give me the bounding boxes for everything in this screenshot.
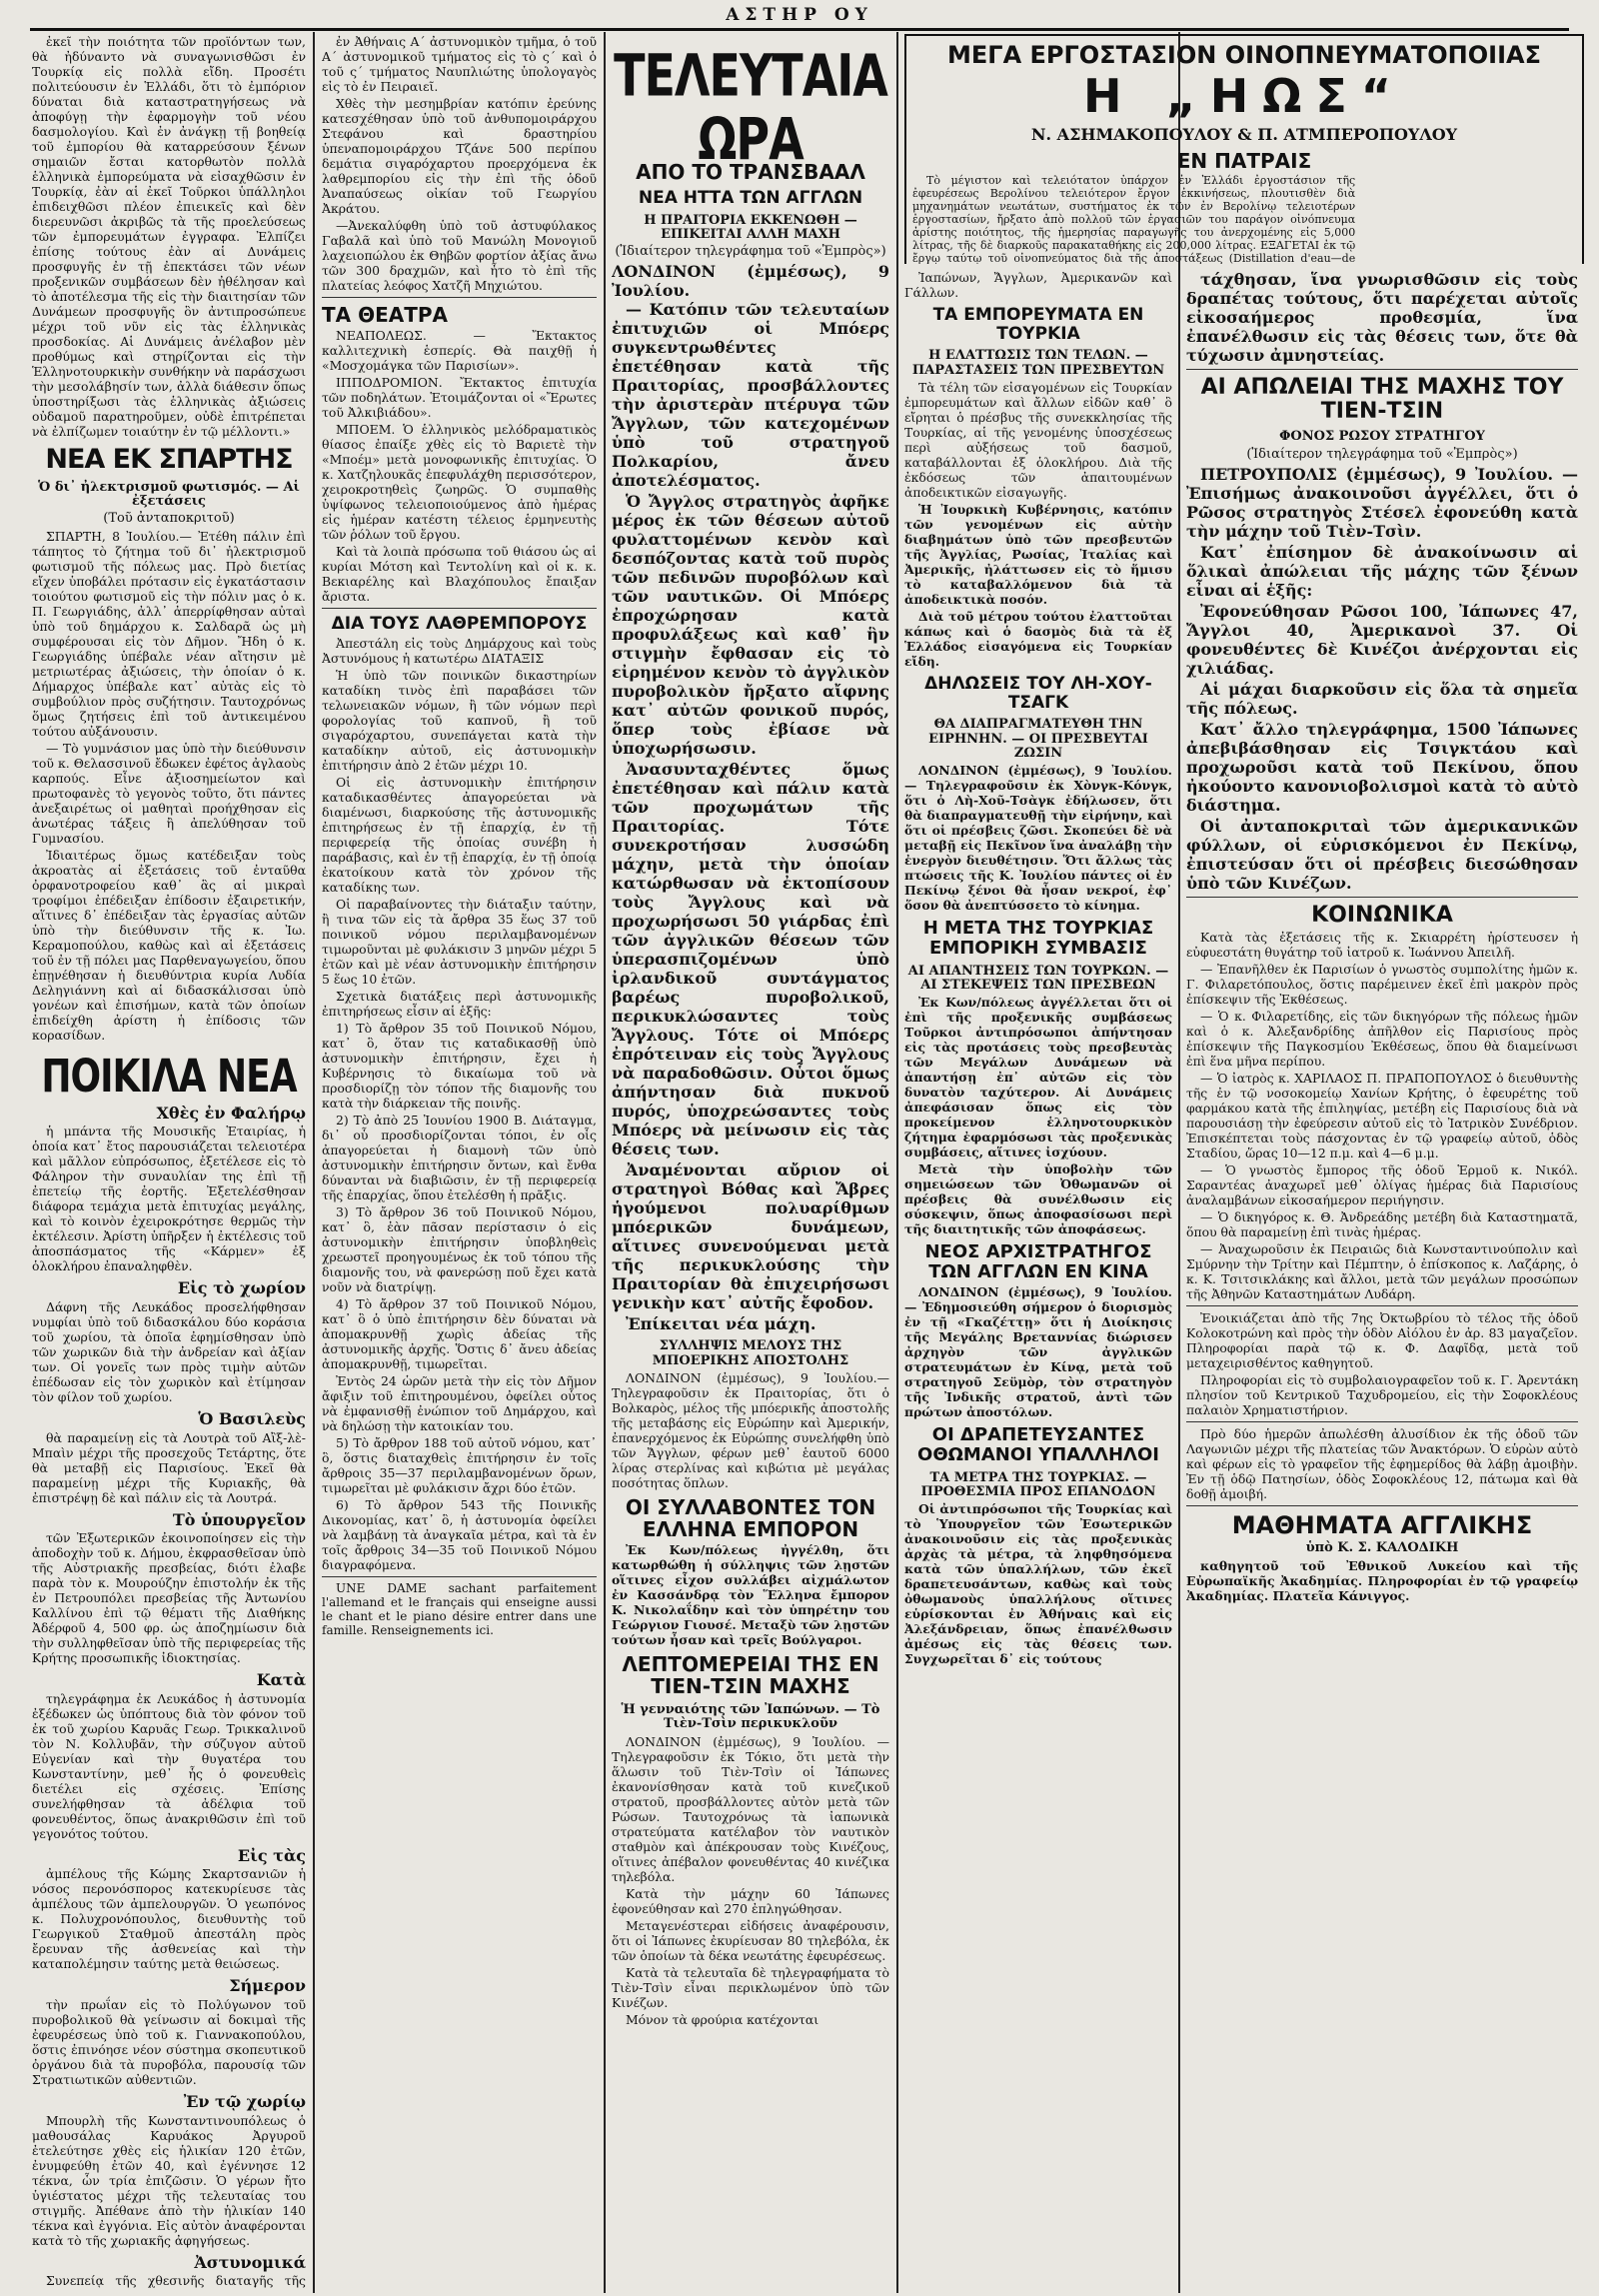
article-text: τάχθησαν, ἵνα γνωρισθῶσιν εἰς τοὺς δραπέτας τούτους, ὅτι παρέχεται αὐτοῖς εἰκοσαήμερος προθεσμία, ἵνα ἐπανέλθωσιν εἰς τὰς θέσεις των, ὅτε θὰ τύχωσιν ἀμνηστείας.: [1186, 270, 1578, 365]
headline-teleutaia-ora: ΤΕΛΕΥΤΑΙΑ ΩΡΑ: [614, 41, 887, 173]
article-text: — Ὁ δικηγόρος κ. Θ. Ἀνδρεάδης μετέβη διὰ Καταστηματᾶ, ὅπου θὰ παραμείνῃ ἐπὶ τινὰς ἡμέρας.: [1186, 1208, 1578, 1239]
article-text: ΛΟΝΔΙΝΟΝ (ἐμμέσως), 9 Ἰουλίου. — Τηλεγραφοῦσιν ἐκ Τόκιο, ὅτι μετὰ τὴν ἅλωσιν τοῦ Τιὲν-Τσὶν οἱ Ἰάπωνες ἐκανονίσθησαν κατὰ τοῦ κινεζικοῦ στρατοῦ, προσβάλλοντες αὐτὸν μετὰ τῶν Ρώσων. Ταυτοχρόνως τὰ ἰαπωνικὰ στρατεύματα κατέλαβον τὸν ναυτικὸν σταθμὸν καὶ ἀπέκρουσαν τοὺς Κινέζους, οἵτινες ἀπέβαλον φονευθέντας 40 κινέζικα τηλεβόλα.: [612, 1733, 889, 1884]
divider: [322, 1576, 597, 1577]
article-text: Κατ᾽ ἄλλο τηλεγράφημα, 1500 Ἰάπωνες ἀπεβιβάσθησαν εἰς Τσιγκτάου καὶ προχωροῦσι κατὰ τοῦ Πεκίνου, ὅπου ἠκούοντο κανονιοβολισμοὶ κατὰ τὸ αὐτὸ διάστημα.: [1186, 719, 1578, 815]
article-text: ΛΟΝΔΙΝΟΝ (ἐμμέσως), 9 Ἰουλίου. — Τηλεγραφοῦσιν ἐκ Χὸνγκ-Κόνγκ, ὅτι ὁ Λὴ-Χοῦ-Τσὰγκ ἐδήλωσεν, ὅτι θὰ διαπραγματευθῇ τὴν εἰρήνην, καὶ ὅτι οἱ πρέσβεις ζῶσι. Σκοπεύει δὲ νὰ μεταβῇ εἰς Πεκῖνον ἵνα ἀναλάβῃ τὴν ἐνεργὸν διευθέτησιν. Ὅτι ἄλλως τὰς πτώσεις τῆς Κ. Ἰουλίου πάντες οἱ ἐν Πεκίνῳ ξένοι θὰ ἦσαν νεκροί, ἐφ᾽ ὅσον θὰ ἀνεπτύσσετο τὸ κίνημα.: [904, 763, 1172, 914]
subheadline: ΘΑ ΔΙΑΠΡΑΓΜΑΤΕΥΘΗ ΤΗΝ ΕΙΡΗΝΗΝ. — ΟΙ ΠΡΕΣΒΕΥΤΑΙ ΖΩΣΙΝ: [928, 717, 1148, 761]
article-text: —Ἀνεκαλύφθη ὑπὸ τοῦ ἀστυφύλακος Γαβαλᾶ καὶ ὑπὸ τοῦ Μανώλη Μονογιοῦ λαχειοπώλου ἐκ Θηβῶν φορτίον ἀξίας ἄνω τῶν 300 δραχμῶν, καὶ ἦτο τὸ ἐπὶ τῆς πλατείας λεόφος Χατζῆ Μηχιώτου.: [322, 218, 597, 293]
article-text: Σχετικὰ διατάξεις περὶ ἀστυνομικῆς ἐπιτηρήσεως εἶσιν αἱ ἑξῆς:: [322, 988, 597, 1019]
column-divider: [604, 32, 606, 2293]
news-item-heading: Εἰς τὰς: [237, 1845, 306, 1865]
ad-box: [904, 34, 1584, 264]
ad-body: Τὸ μέγιστον καὶ τελειότατον ὑπάρχον ἐν Ἑλλάδι ἐργοστάσιον τῆς ἐφευρέσεως Βερολίνου τελειότερον ἔργον ἐκκινήσεως, πλουτισθὲν διὰ μηχανημάτων νεωτάτων, συστήματος ἐκ τῶν ἐν Βερολίνῳ τελειοτέρων ἐργοστασίων, ἤρξατο ἀπὸ πολλοῦ τῶν ἐργασιῶν του παράγον οἰνόπνευμα ἀρίστης ποιότητος, τῆς ἡμερησίας παραγωγῆς του ἀνερχομένης εἰς 5,000 λίτρας, τῆς δὲ διαρκοῦς παρακαταθήκης εἰς 200,000 λίτρας. ΕΞΑΓΕΤΑΙ ἐκ τῷ ἔργῳ ταύτῳ τοῦ οἰνοπνεύματος διὰ τῆς ἀποστάξεως (Distillation d'eau—de: [912, 173, 1356, 264]
article-text: 5) Τὸ ἄρθρον 188 τοῦ αὐτοῦ νόμου, κατ᾽ ὃ, ὅστις διαταχθεὶς ἐπιτήρησιν ἐν τοῖς ἄρθροις 35—37 περιλαμβανομένων ὅρων, τιμωρεῖται μὲ φυλάκισιν ἄχρι δύο ἐτῶν.: [322, 1434, 597, 1495]
article-text: — Τὸ γυμνάσιον μας ὑπὸ τὴν διεύθυνσιν τοῦ κ. Θελασσινοῦ ἔδωκεν ἐφέτος ἀγλαοὺς καρπούς. Εἶνε ἀξιοσημείωτον καὶ πρωτοφανὲς τὸ γεγονὸς τοῦτο, ὅτι πάντες ἀνεξαιρέτως οἱ μαθηταὶ προήχθησαν εἰς ἀνωτέρας τάξεις ἢ ἀπελύθησαν τοῦ Γυμνασίου.: [32, 741, 306, 847]
column-4: [904, 270, 1172, 2289]
article-text: ΜΠΟΕΜ. Ὁ ἑλληνικὸς μελόδραματικὸς θίασος ἐπαίξε χθὲς εἰς τὸ Βαριετὲ τὴν «Μποέμ» μετὰ μονοφωνικῆς ἐπιτυχίας. Ὁ κ. Χατζηλουκᾶς ἐπεφυλάχθη περισσότερον, χειροκροτηθεὶς ζωηρῶς. Ὁ συμπαθὴς ὑψίφωνος τελειοποιούμενος ἀπὸ ἡμέρας εἰς ἡμέραν κατέστη τέλειος ἑρμηνευτὴς τῶν ῥόλων τοῦ ἔργου.: [322, 422, 597, 542]
divider: [322, 297, 597, 298]
article-text: — Κατόπιν τῶν τελευταίων ἐπιτυχιῶν οἱ Μπόερς συγκεντρωθέντες ἐπετέθησαν κατὰ τῆς Πραιτορίας, προσβάλλοντες τὴν ἀριστερὰν πτέρυγα τῶν Ἄγγλων, τῶν κατεχομένων ὑπὸ τοῦ στρατηγοῦ Πολκαρίου, ἄνευ ἀποτελέσματος.: [612, 300, 889, 491]
divider: [1186, 1305, 1578, 1306]
column-divider: [313, 32, 315, 2293]
news-item-heading: Ἀστυνομικά: [194, 2252, 306, 2272]
article-text: 1) Τὸ ἄρθρον 35 τοῦ Ποινικοῦ Νόμου, κατ᾽ ὃ, ὅταν τις καταδικασθῇ ὑπὸ ἀστυνομικὴν ἐπιτήρησιν, ἔχει ἡ Κυβέρνησις τὸ δικαίωμα τοῦ νὰ προσδιορίζῃ τὸν τόπον τῆς διαμονῆς του κατὰ τὴν διάρκειαν τῆς ποινῆς.: [322, 1020, 597, 1111]
subheadline: ΦΟΝΟΣ ΡΩΣΟΥ ΣΤΡΑΤΗΓΟΥ: [1279, 429, 1485, 445]
article-text: Αἱ μάχαι διαρκοῦσιν εἰς ὅλα τὰ σημεῖα τῆς πόλεως.: [1186, 679, 1578, 718]
subheadline: Ὁ δι᾽ ἠλεκτρισμοῦ φωτισμός. — Αἱ ἐξετάσεις: [38, 479, 300, 509]
subheadline-iaponon: Ἡ γενναιότης τῶν Ἰαπώνων. — Τὸ Τιὲν-Τσὶν περικυκλοῦν: [621, 1702, 880, 1732]
article-text: Κατὰ τὰ τελευταῖα δὲ τηλεγραφήματα τὸ Τιὲν-Τσὶν εἶναι περικλωμένον ὑπὸ τῶν Κινέζων.: [612, 1964, 889, 2010]
headline-archistratigos: ΝΕΟΣ ΑΡΧΙΣΤΡΑΤΗΓΟΣ ΤΩΝ ΑΓΓΛΩΝ ΕΝ ΚΙΝΑ: [924, 1241, 1152, 1283]
news-item-heading: Σήμερον: [229, 1976, 306, 1996]
news-item-heading: Εἰς τὸ χωρίον: [177, 1278, 306, 1298]
article-text: ΣΠΑΡΤΗ, 8 Ἰουλίου.— Ἐτέθη πάλιν ἐπὶ τάπητος τὸ ζήτημα τοῦ δι᾽ ἠλεκτρισμοῦ φωτισμοῦ τῆς πόλεως μας. Πρὸ διετίας εἴχεν ὑποβάλει πρότασιν εἰς ἐγκατάστασιν τοιούτου φωτισμοῦ εἰς τὴν πόλιν μας ὁ κ. Π. Γεωργιάδης, ἀλλ᾽ ἀπερρίφθησαν αὐταὶ ὑπὸ τοῦ δημάρχου κ. Σαλδαρᾶ ὡς μὴ συμφέρουσαι εἰς τὸν Δῆμον. Ἤδη ὁ κ. Γεωργιάδης ὑπέβαλε νέαν αἴτησιν μὲ μετριωτέρας ἀξιώσεις, τὴν ὁποίαν ὁ κ. Δήμαρχος ὑπέβαλε κατ᾽ αὐτὰς εἰς τὸ συμβούλιον πρὸς συζήτησιν. Ταυτοχρόνως ὅμως ζητήσεις ἐπὶ τοῦ ἀντικειμένου τούτου αὐξάνουσιν.: [32, 529, 306, 740]
divider: [1186, 897, 1578, 898]
article-text: Ἀναμένονται αὔριον οἱ στρατηγοὶ Βόθας καὶ Ἄβρες ἡγούμενοι πολυαρίθμων μπόερικῶν δυνάμεων, αἵτινες συνενούμεναι μετὰ τῆς περικυκλούσης τὴν Πραιτορίαν θὰ ἐπιχειρήσωσι γενικὴν κατ᾽ αὐτῆς ἔφοδον.: [612, 1160, 889, 1313]
divider: [1186, 1421, 1578, 1422]
news-item-text: Δάφνη τῆς Λευκάδος προσελήφθησαν νυμφίαι ὑπὸ τοῦ διδασκάλου δύο κοράσια τοῦ χωρίου, τὰ ὁποῖα ἐφημίσθησαν ὑπὸ τῶν χωρικῶν διὰ τὴν ἀνδρείαν καὶ ἀξίαν των. Οἱ γονεῖς των πρὸς τιμὴν αὐτῶν ἐπέδωσαν εἰς τὸν χωρικὸν καὶ ἐτίμησαν τὸν φίλον τοῦ χωρίου.: [32, 1299, 306, 1405]
classified-ad: Πρὸ δύο ἡμερῶν ἀπωλέσθη ἀλυσίδιον ἐκ τῆς ὁδοῦ τῶν Λαγωνιῶν μέχρι τῆς πλατείας τῶν Ἀνακτόρων. Ὁ εὑρὼν αὐτὸ καὶ φέρων εἰς τὸ γραφεῖον τῆς ἐφημερίδος θὰ λάβῃ ἀμοιβὴν. Ἐν τῇ ὁδῷ Πατησίων, ὁδὸς Σοφοκλέους 12, πάτωμα καὶ θὰ δοθῇ ἀμοιβή.: [1186, 1425, 1578, 1501]
article-text: Οἱ ἀνταποκριταὶ τῶν ἀμερικανικῶν φύλλων, οἱ εὑρισκόμενοι ἐν Πεκίνῳ, ἐπιστεύσαν ὅτι οἱ πρέσβεις διεσώθησαν ὑπὸ τῶν Κινέζων.: [1186, 816, 1578, 893]
article-text: Μόνον τὰ φρούρια κατέχονται: [626, 2011, 819, 2027]
headline-theatra: ΤΑ ΘΕΑΤΡΑ: [322, 303, 449, 327]
article-text: 3) Τὸ ἄρθρον 36 τοῦ Ποινικοῦ Νόμου, κατ᾽ ὃ, ἐὰν πᾶσαν περίστασιν ὁ εἰς ἀστυνομικὴν ἐπιτήρησιν ὑποβληθεὶς χρεωστεῖ προηγουμένως ἐκ τοῦ τόπου τῆς διαμονῆς του, νὰ φανερώσῃ ποῦ ἔχει κατὰ νοῦν νὰ διατρίψῃ.: [322, 1203, 597, 1294]
article-text: Ἐπίκειται νέα μάχη.: [626, 1314, 816, 1334]
cable-credit: (Ἰδιαίτερον τηλεγράφημα τοῦ «Ἐμπρὸς»): [615, 244, 886, 260]
classified-ad: Ἐνοικιάζεται ἀπὸ τῆς 7ης Ὀκτωβρίου τὸ τέλος τῆς ὁδοῦ Κολοκοτρώνη καὶ πρὸς τὴν ὁδὸν Αἰόλου ἐν ἀρ. 83 μαγαζεῖον. Πληροφορίαι παρὰ τῷ κ. Φ. Δαφῖδᾳ, μετὰ τοῦ μεταχειρισθέντος καθηγητοῦ.: [1186, 1309, 1578, 1370]
article-text: Ἡ ὑπὸ τῶν ποινικῶν δικαστηρίων καταδίκη τινὸς ἐπὶ παραβάσει τῶν τελωνειακῶν νόμων, ἢ τῶν νόμων περὶ φορολογίας τοῦ καπνοῦ, ἢ τοῦ σιγαρόχαρτου, συνεπάγεται κατὰ τὴν καταδίκην αὐτοῦ, εἰς ἀστυνομικὴν ἐπιτήρησιν ἀπὸ 2 ἐτῶν μέχρι 10.: [322, 667, 597, 773]
classified-ad: Πληροφορίαι εἰς τὸ συμβολαιογραφεῖον τοῦ κ. Γ. Ἀρεντάκη πλησίον τοῦ Κεντρικοῦ Ταχυδρομείου, εἰς τὴν Σοφοκλέους παλαιὸν Χρηματιστήριον.: [1186, 1371, 1578, 1417]
column-divider: [1178, 32, 1180, 2293]
ad-author: ὑπὸ Κ. Σ. ΚΑΛΟΔΙΚΗ: [1305, 1540, 1459, 1556]
advertisement: [904, 34, 1584, 264]
headline-mathimata: ΜΑΘΗΜΑΤΑ ΑΓΓΛΙΚΗΣ: [1231, 1510, 1533, 1539]
article-text: — Ὁ γνωστὸς ἔμπορος τῆς ὁδοῦ Ἑρμοῦ κ. Νικόλ. Σαραντέας ἀναχωρεῖ μεθ᾽ ὀλίγας ἡμέρας διὰ Παρισίους ἀναλαμβάνων εἰκοσαήμερον περιήγησιν.: [1186, 1161, 1578, 1207]
article-text: ἐν Ἀθήναις Α´ ἀστυνομικὸν τμῆμα, ὁ τοῦ Α´ ἀστυνομικοῦ τμήματος εἰς τὸ ς´ καὶ ὁ τοῦ ς´ τμήματος Ναυπλιώτης ὑπολογαγὸς εἰς τὸ ἐν Πειραιεῖ.: [322, 34, 597, 94]
subheadline-transvaal: ΑΠΟ ΤΟ ΤΡΑΝΣΒΑΑΛ: [636, 160, 865, 185]
article-text: 6) Τὸ ἄρθρον 543 τῆς Ποινικῆς Δικονομίας, κατ᾽ ὃ, ἡ ἀστυνομία ὀφείλει νὰ λαμβάνῃ τὰ ἀναγκαῖα μέτρα, καὶ τὰ ἐν τοῖς ἄρθροις 34—35 τοῦ Ποινικοῦ Νόμου διαγραφόμενα.: [322, 1496, 597, 1572]
article-text: ΙΠΠΟΔΡΟΜΙΟΝ. Ἔκτακτος ἐπιτυχία τῶν ποδηλάτων. Ἑτοιμάζονται οἱ «Ἔρωτες τοῦ Ἀλκιβιάδου».: [322, 375, 597, 420]
classified-ad-french: UNE DAME sachant parfaitement l'allemand et le français qui enseigne aussi le chant et le piano désire entrer dans une famille. Renseignements ici.: [322, 1580, 597, 1637]
article-text: Τὰ τέλη τῶν εἰσαγομένων εἰς Τουρκίαν ἐμπορευμάτων καὶ ἄλλων εἰδῶν καθ᾽ ὃ εἴρηται ὁ πρέσβυς τῆς συνεκκλησίας τῆς Τουρκίας, αἱ τῆς γενομένης ὑποσχέσεως περὶ αὐξήσεως τοῦ δασμοῦ, καταβάλλονται ἐξ ὁλοκλήρου. Διὰ τῆς ἐκδόσεως τῶν ἀπαιτουμένων ἀποδεικτικῶν εἰσαγωγῆς.: [904, 379, 1172, 500]
masthead-title: ΑΣΤΗΡ ΟΥ: [726, 5, 873, 25]
news-item-text: Μπουρλὴ τῆς Κωνσταντινουπόλεως ὁ μαθουσάλας Καρυάκος Ἀργυροῦ ἐτελεύτησε χθὲς εἰς ἡλικίαν 120 ἐτῶν, ἐνυμφεύθη ἐτῶν 40, καὶ ἐγέννησε 12 τέκνα, ὧν τρία ἐπιζῶσιν. Ὁ γέρων ἤτο ὑγιέστατος μέχρι τῆς τελευταίας του στιγμῆς. Ἀπέθανε ἀπὸ τὴν ἡλικίαν 140 τέκνα καὶ ἐγγόνια. Εἰς αὐτὸν ἀναφέρονται κατὰ τὸ τῆς χωριακῆς ἀφηγήσεως.: [32, 2112, 306, 2248]
article-text: Ἐκ Κων/πόλεως ἠγγέλθη, ὅτι κατωρθώθη ἡ σύλληψις τῶν λῃστῶν οἵτινες εἶχον συλλάβει αἰχμάλωτον ἐν Κασσάνδρᾳ τὸν Ἕλληνα ἔμπορον Κ. Νικολαΐδην καὶ τὸν ὑπηρέτην του Γεώργιον Γιουσέ. Μεταξὺ τῶν λῃστῶν τούτων ἦσαν καὶ τρεῖς Βούλγαροι.: [612, 1542, 889, 1648]
article-text: Οἱ ἀντιπρόσωποι τῆς Τουρκίας καὶ τὸ Ὑπουργεῖον τῶν Ἐσωτερικῶν ἀνακοινοῦσιν εἰς τὰς προξενικὰς ἀρχὰς τὰ μέτρα, τὰ ληφθησόμενα κατὰ τῶν ὑπαλλήλων, τῶν ἐκεῖ δραπετευσάντων, καθὼς καὶ τοὺς ὀθωμανοὺς ὑπαλλήλους οἵτινες εὑρίσκονται ἐν Ἀθήναις καὶ εἰς Ἀλεξάνδρειαν, ὅπως ἐπανέλθωσιν ἀμέσως εἰς τὰς θέσεις των. Συγχωρεῖται δ᾽ εἰς τούτους: [904, 1501, 1172, 1667]
article-text: Ἀνασυνταχθέντες ὅμως ἐπετέθησαν καὶ πάλιν κατὰ τῶν προχωμάτων τῆς Πραιτορίας. Τότε συνεκροτήσαν λυσσώδη μάχην, μετὰ τὴν ὁποίαν κατώρθωσαν νὰ ἐκτοπίσουν τοὺς Ἄγγλους καὶ νὰ προχωρήσωσι 50 γιάρδας ἐπὶ τῶν ἀγγλικῶν θέσεων τῶν ὑπερασπιζομένων ὑπὸ ἰρλανδικοῦ συντάγματος βαρέως πυροβολικοῦ, περικυκλώσαντες τοὺς Ἄγγλους. Τότε οἱ Μπόερς ἐπρότειναν εἰς τοὺς Ἄγγλους νὰ παραδοθῶσιν. Οὗτοι ὅμως ἀπήντησαν διὰ πυκνοῦ πυρός, ὑποχρεώσαντες τοὺς Μπόερς νὰ μείνωσιν εἰς τὰς θέσεις των.: [612, 760, 889, 1159]
headline-diloseis: ΔΗΛΩΣΕΙΣ ΤΟΥ ΛΗ-ΧΟΥ-ΤΣΑΓΚ: [924, 673, 1152, 713]
article-text: 2) Τὸ ἀπὸ 25 Ἰουνίου 1900 Β. Διάταγμα, δι᾽ οὗ προσδιορίζονται τόποι, ἐν οἷς ἀπαγορεύεται ἡ διαμονὴ τῶν ὑπὸ ἀστυνομικὴν ἐπιτήρησιν ὄντων, καὶ ἔνθα δύνανται νὰ διαβιῶσιν, ἐν τῇ περιφερείᾳ τῆς ἐπαρχίας, ὅπου ἐτελέσθη ἡ πρᾶξις.: [322, 1112, 597, 1202]
article-text: Κατὰ τὴν μάχην 60 Ἰάπωνες ἐφονεύθησαν καὶ 270 ἐπληγώθησαν.: [612, 1885, 889, 1916]
subheadline: ΑΙ ΑΠΑΝΤΗΣΕΙΣ ΤΩΝ ΤΟΥΡΚΩΝ. — ΑΙ ΣΤΕΚΕΨΕΙΣ ΤΩΝ ΠΡΕΣΒΕΩΝ: [907, 963, 1169, 994]
news-item-text: ἀμπέλους τῆς Κώμης Σκαρτσανιῶν ἡ νόσος περονόσπορος κατεκυρίευσε τὰς ἀμπέλους τῶν ἀμπελουργῶν. Ὁ γεωπόνος κ. Πολυχρονόπουλος, διευθυντὴς τοῦ Γεωργικοῦ Σταθμοῦ ἀπεστάλη πρὸς ἔρευναν τῆς ἀσθενείας καὶ τὴν καταπολέμησιν ταύτης μετὰ θειώσεως.: [32, 1866, 306, 1972]
article-text: Ὁ Ἄγγλος στρατηγὸς ἀφῆκε μέρος ἐκ τῶν θέσεων αὐτοῦ φυλαττομένων κενὸν καὶ δεσπόζοντας κατὰ τοῦ πυρὸς τῶν πεδινῶν πυροβόλων καὶ τῶν ναυτικῶν. Οἱ Μπόερς ἐπροχώρησαν κατὰ προφυλάξεως καὶ καθ᾽ ἣν στιγμὴν ἔφθασαν εἰς τὸ εἰρημένον κενὸν τὸ ἀγγλικὸν πυροβολικὸν ἤρξατο αἴφνης κατ᾽ αὐτῶν φονικοῦ πυρός, ὅπερ τοὺς ἐβίασε νὰ ὑποχωρήσωσιν.: [612, 492, 889, 759]
divider: [322, 608, 597, 609]
news-item-text: τὴν πρωΐαν εἰς τὸ Πολύγωνον τοῦ πυροβολικοῦ θὰ γείνωσιν αἱ δοκιμαὶ τῆς ἐφευρέσεως ὑπὸ τοῦ κ. Γιαννακοπούλου, ὅστις ἐπινόησε νέον σύστημα σκοπευτικοῦ ὀργάνου διὰ τὰ πυροβόλα, παρουσίᾳ τῶν Στρατιωτικῶν αὐθεντιῶν.: [32, 1997, 306, 2088]
article-text: — Ὁ ἰατρὸς κ. ΧΑΡΙΛΑΟΣ Π. ΠΡΑΠΟΠΟΥΛΟΣ ὁ διευθυντὴς τῆς ἐν τῷ νοσοκομείῳ Χανίων Κρήτης, ὁ ἐφευρέτης τοῦ φαρμάκου κατὰ τῆς ἐπιληψίας, μετέβη εἰς Παρισίους διὰ νὰ παρουσιάσῃ τὴν ἐφεύρεσιν αὐτοῦ εἰς τὸ Ἰατρικὸν Συνέδριον. Ἐπισκέπτεται τοὺς πάσχοντας ἐν τῷ γραφείῳ αὐτοῦ, ὁδὸς Σταδίου, ὥρας 10—12 π.μ. καὶ 4—6 μ.μ.: [1186, 1070, 1578, 1160]
dateline: ΛΟΝΔΙΝΟΝ (ἐμμέσως), 9 Ἰουλίου.: [612, 262, 889, 301]
article-text: Μεταγενέστεραι εἰδήσεις ἀναφέρουσιν, ὅτι οἱ Ἰάπωνες ἐκυρίευσαν 80 τηλεβόλα, ἐκ τῶν ὁποίων τὰ δέκα νεωτάτης ἐφευρέσεως.: [612, 1917, 889, 1963]
classified-ad: καθηγητοῦ τοῦ Ἐθνικοῦ Λυκείου καὶ τῆς Εὐρωπαϊκῆς Ἀκαδημίας. Πληροφορίαι ἐν τῷ γραφείῳ Ἀκαδημίας. Πλατεῖα Κάνιγγος.: [1186, 1558, 1578, 1604]
headline-symvasis: Η ΜΕΤΑ ΤΗΣ ΤΟΥΡΚΙΑΣ ΕΜΠΟΡΙΚΗ ΣΥΜΒΑΣΙΣ: [922, 918, 1154, 960]
news-item-text: θὰ παραμείνῃ εἰς τὰ Λουτρὰ τοῦ Αἲξ-λὲ-Μπαὶν μέχρι τῆς προσεχοῦς Τετάρτης, ὅτε θὰ μεταβῇ εἰς Παρισίους. Ἐκεῖ θὰ παραμείνῃ μέχρι τῆς Κυριακῆς, θὰ ἐπιστρέψῃ δὲ καὶ πάλιν εἰς τὰ Λουτρά.: [32, 1429, 306, 1505]
article-text: ΛΟΝΔΙΝΟΝ (ἐμμέσως), 9 Ἰουλίου. — Ἐδημοσιεύθη σήμερον ὁ διορισμὸς ἐν τῇ «Γκαζέττῃ» ὅτι ἡ Διοίκησις τῆς Μεγάλης Βρεταννίας διώρισεν ἀρχηγὸν τῶν ἀγγλικῶν στρατευμάτων ἐν Κίνᾳ, μετὰ τοῦ στρατηγοῦ Σεϋμὸρ, τὸν στρατηγὸν τῆς Ἰνδικῆς στρατοῦ, ἀντὶ τῶν πρώτων ἀποστόλων.: [904, 1284, 1172, 1420]
ad-city: ΕΝ ΠΑΤΡΑΙΣ: [1176, 148, 1312, 173]
article-text: 4) Τὸ ἄρθρον 37 τοῦ Ποινικοῦ Νόμου, κατ᾽ ὃ ὁ ὑπὸ ἐπιτήρησιν δὲν δύναται νὰ ἀπομακρυνθῇ χωρὶς ἀδείας τῆς ἀστυνομικῆς ἀρχῆς. Ὅστις δ᾽ ἄνευ ἀδείας ἀπομακρυνθῇ, τιμωρεῖται.: [322, 1295, 597, 1371]
headline-emporeumata: ΤΑ ΕΜΠΟΡΕΥΜΑΤΑ ΕΝ ΤΟΥΡΚΙΑ: [932, 305, 1144, 344]
headline-sparti: ΝΕΑ ΕΚ ΣΠΑΡΤΗΣ: [45, 444, 293, 475]
column-divider: [896, 32, 898, 2293]
headline-drapeteusantes: ΟΙ ΔΡΑΠΕΤΕΥΣΑΝΤΕΣ ΟΘΩΜΑΝΟΙ ΥΠΑΛΛΗΛΟΙ: [917, 1424, 1159, 1465]
article-text: Ἐκ Κων/πόλεως ἀγγέλλεται ὅτι οἱ ἐπὶ τῆς προξενικῆς συμβάσεως Τοῦρκοι ἀντιπρόσωποι ἀπήντησαν εἰς τὰς προτάσεις τοὺς πρεσβευτὰς τῶν Μεγάλων Δυνάμεων νὰ ἀπαντήσῃ ἐπ᾽ αὐτῶν εἰς τὸν δυνατὸν ταχύτερον. Αἱ Δυνάμεις ἀπεφάσισαν ὅπως εἰς τὸν προκείμενον ἑλληνοτουρκικὸν ζήτημα ἐφαρμόσωσι τὰς προξενικὰς συμβάσεις, αἵτινες ἰσχύουν.: [904, 995, 1172, 1160]
article-text: Διὰ τοῦ μέτρου τούτου ἐλαττοῦται κάπως καὶ ὁ δασμὸς διὰ τὰ ἐξ Ἑλλάδος εἰσαγόμενα εἰς Τουρκίαν εἴδη.: [904, 608, 1172, 669]
article-text: Οἱ παραβαίνοντες τὴν διάταξιν ταύτην, ἢ τινα τῶν εἰς τὰ ἄρθρα 35 ἕως 37 τοῦ ποινικοῦ νόμου περιλαμβανομένων τιμωροῦνται μὲ φυλάκισιν 3 μηνῶν μέχρι 5 ἐτῶν καὶ μὲ νέαν ἀστυνομικὴν ἐπιτήρησιν 5 ἕως 10 ἐτῶν.: [322, 896, 597, 987]
headline-leptomereiai: ΛΕΠΤΟΜΕΡΕΙΑΙ ΤΗΣ ΕΝ ΤΙΕΝ-ΤΣΙΝ ΜΑΧΗΣ: [622, 1652, 879, 1699]
article-text: Κατ᾽ ἐπίσημον δὲ ἀνακοίνωσιν αἱ ὅλικαὶ ἀπώλειαι τῆς μάχης τῶν ξένων εἶναι αἱ ἑξῆς:: [1186, 542, 1578, 600]
article-text: ΛΟΝΔΙΝΟΝ (ἐμμέσως), 9 Ἰουλίου.—Τηλεγραφοῦσιν ἐκ Πραιτορίας, ὅτι ὁ Βολκαρὸς, μέλος τῆς μπόερικῆς ἀποστολῆς τῆς μεταβάσης εἰς Εὐρώπην καὶ Ἀμερικήν, ἐπανερχόμενος ἐκ Εὐρώπης συνελήφθη ὑπὸ τῶν Ἄγγλων, φέρων μεθ᾽ ἑαυτοῦ 6000 λίρας στερλίνας καὶ κιβώτια μὲ μεγάλας ποσότητας ὅπλων.: [612, 1370, 889, 1491]
headline-koinonika: ΚΟΙΝΩΝΙΚΑ: [1311, 902, 1453, 928]
headline-lathremporous: ΔΙΑ ΤΟΥΣ ΛΑΘΡΕΜΠΟΡΟΥΣ: [331, 614, 588, 634]
article-text: ΝΕΑΠΟΛΕΩΣ. — Ἔκτακτος καλλιτεχνικὴ ἑσπερίς. Θὰ παιχθῇ ἡ «Μοσχομάγκα τῶν Παρισίων».: [322, 328, 597, 373]
article-text: ἐκεῖ τὴν ποιότητα τῶν προϊόντων των, θὰ ἠδύναντο νὰ συναγωνισθῶσι ἐν Τουρκίᾳ εἰς πολλὰ εἴδη. Προσέτι πολιτεύουσιν ἐν Ἑλλάδι, ὅτι τὸ ἐμπόριον δύναται διὰ καταστρατηγήσεως νὰ ἀποφύγῃ τὴν ἐφαρμογὴν τοῦ νέου δασμολογίου. Καὶ ἐν ἀνάγκῃ τῇ βοηθείᾳ τοῦ ἐμπορίου θὰ καταρρεύσουν ξένων σημαιῶν ἔσται κατορθωτὸν πολλὰ ἑλληνικὰ ἐμπορεύματα νὰ εἰσαχθῶσιν ἐν Τουρκίᾳ, ἐὰν αἱ ἐκεῖ Τοῦρκοι ὑπάλληλοι ἐπιδειχθῶσι πλέον ἐπιεικεῖς καὶ δὲν διερευνῶσι ἀκριβῶς τὰ τῆς προελεύσεως τῶν ἐμπορευμάτων ἐγγραφα. Ἐλπίζει ἐπίσης τούτους ἐὰν αἱ Δυνάμεις προσφυγῆς ἐν τῇ ἐπεκτάσει τῶν νέων προξενικῶν συμβάσεων δὲν ἠθέλησαν καὶ τὸ ἀποτέλεσμα τῆς εἰς τὴν διαιτησίαν τῶν Δυνάμεων προσφυγῆς ὃν ἀντιπροσώπευε μέχρι τοῦ νῦν εἰς τὰς ἑλληνικὰς προσδοκίας. Αἱ Δυνάμεις ἀνέλαβον μὲν προθύμως καὶ στηρίζονται εἰς τὴν Ἑλληνοτουρκικὴν συνθήκην νὰ παράσχωσι τὴν μεσολάβησίν των, ἀλλὰ διάθεσιν ὅπως ὑποστηρίξωσι τὰς ἑλληνικὰς ἀξιώσεις οὐδαμοῦ παρατηροῦμεν, οὐδὲ ἐπιτρέπεται νὰ ἐλπίζωμεν τοιαύτην ἐν τῷ μέλλοντι.»: [32, 34, 306, 439]
subheadline: Η ΕΛΑΤΤΩΣΙΣ ΤΩΝ ΤΕΛΩΝ. — ΠΑΡΑΣΤΑΣΕΙΣ ΤΩΝ ΠΡΕΣΒΕΥΤΩΝ: [911, 348, 1165, 378]
news-item-text: ἡ μπάντα τῆς Μουσικῆς Ἑταιρίας, ἡ ὁποία κατ᾽ ἔτος παρουσιάζεται τελειοτέρα καὶ μᾶλλον εὐπρόσωπος, ἐξετέλεσε εἰς τὸ Φάληρον τὴν συναυλίαν της ἐπὶ τῇ ἐπετείῳ τῆς ἐορτῆς. Ἐξετελέσθησαν διάφορα τεμάχια μετὰ ἐπιτυχίας μεγάλης, καὶ τὸ κοινὸν ἐχειροκρότησε θερμῶς τὴν ἐκτέλεσιν. Ἀρίστη ὑπῆρξεν ἡ ἐκτέλεσις τοῦ ἀποσπάσματος τῆς «Κάρμεν» ἐξ ὁλοκλήρου ἐπαναληφθὲν.: [32, 1124, 306, 1274]
news-item-heading: Τὸ ὑπουργεῖον: [172, 1509, 306, 1529]
news-item-text: τῶν Ἐξωτερικῶν ἐκοινοποίησεν εἰς τὴν ἀποδοχὴν τοῦ κ. Δήμου, ἐκφρασθεῖσαν ὑπὸ τῆς Αὐστριακῆς πρεσβείας, διότι ἐλαβε παρὰ τὸν κ. Μουρούζην ἐπιστολήν ἐκ τῆς ἐν Πετρουπόλει πρεσβείας τῆς Ἀντωνίου Καλλίνου ἐπὶ τῷ θέματι τῆς Διαθήκης Ἀδέρφοῦ 4, 500 φρ. ὡς ἀποζημίωσιν διὰ τὴν συλληφθεῖσαν ὑπὸ τῆς περιφερείας τῆς Κρήτης προσωπικῆς ἰδιοκτησίας.: [32, 1530, 306, 1666]
article-text: Ἀπεστάλη εἰς τοὺς Δημάρχους καὶ τοὺς Ἀστυνόμους ἡ κατωτέρω ΔΙΑΤΑΞΙΣ: [322, 635, 597, 666]
article-text: Μετὰ τὴν ὑποβολὴν τῶν σημειώσεων τῶν Ὀθωμανῶν οἱ πρέσβεις θὰ συνέλθωσιν εἰς σύσκεψιν, ὅπως ἀποφασίσωσι περὶ τῆς διαιτητικῆς τῶν ἀποφάσεως.: [904, 1161, 1172, 1237]
news-item-text: Συνεπείᾳ τῆς χθεσινῆς διαταγῆς τῆς: [46, 2273, 306, 2289]
ad-title: ΜΕΓΑ ΕΡΓΟΣΤΑΣΙΟΝ ΟΙΝΟΠΝΕΥΜΑΤΟΠΟΙΙΑΣ: [947, 41, 1541, 69]
article-text: Ἰαπώνων, Ἄγγλων, Ἀμερικανῶν καὶ Γάλλων.: [904, 270, 1172, 300]
article-text: Ἐντὸς 24 ὡρῶν μετὰ τὴν εἰς τὸν Δῆμον ἄφιξιν τοῦ ἐπιτηρουμένου, ὀφείλει οὗτος νὰ ἐμφανισθῇ ἐνώπιον τοῦ Δημάρχου, καὶ νὰ δηλώσῃ τὴν κατοικίαν του.: [322, 1372, 597, 1433]
article-text: Ἐφονεύθησαν Ρῶσοι 100, Ἰάπωνες 47, Ἄγγλοι 40, Ἀμερικανοὶ 37. Οἱ φονευθέντες δὲ Κινέζοι ἀνέρχονται εἰς χιλιάδας.: [1186, 601, 1578, 678]
article-text: Χθὲς τὴν μεσημβρίαν κατόπιν ἐρεύνης κατεσχέθησαν ὑπὸ τοῦ ἀνθυπομοιράρχου Στεφάνου καὶ δραστηρίου ὑπεναπομοιράρχου Τζάνε 500 περίπου δεμάτια σιγαρόχαρτου προερχόμενα ἐκ λαθρεμπορίου εἰς τὴν ἐπὶ τῆς ὁδοῦ Ἀναπαύσεως οἰκίαν τοῦ Γεωργίου Ἀκράτου.: [322, 96, 597, 216]
subheadline-syllipsis: ΣΥΛΛΗΨΙΣ ΜΕΛΟΥΣ ΤΗΣ ΜΠΟΕΡΙΚΗΣ ΑΠΟΣΤΟΛΗΣ: [652, 1338, 849, 1368]
news-item-heading: Ἐν τῷ χωρίῳ: [183, 2092, 306, 2112]
headline-syllavontes: ΟΙ ΣΥΛΛΑΒΟΝΤΕΣ ΤΟΝ ΕΛΛΗΝΑ ΕΜΠΟΡΟΝ: [625, 1495, 876, 1542]
article-text: ΠΕΤΡΟΥΠΟΛΙΣ (ἐμμέσως), 9 Ἰουλίου. — Ἐπισήμως ἀνακοινοῦσι ἀγγέλλει, ὅτι ὁ Ρῶσος στρατηγὸς Στέσελ ἐφονεύθη κατὰ τὴν μάχην τοῦ Τιὲν-Τσὶν.: [1186, 464, 1578, 541]
article-text: Οἱ εἰς ἀστυνομικὴν ἐπιτήρησιν καταδικασθέντες ἀπαγορεύεται νὰ διαμένωσι, διαρκούσης τῆς ἀστυνομικῆς ἐπιτηρήσεως ἐν τῇ ἐπαρχίᾳ, ἐν τῇ περιφερείᾳ τῆς ὁποίας συνέβη ἡ παράβασις, καὶ ἐν τῇ ἐπαρχίᾳ, ἐν τῇ ὁποίᾳ ἐκατοίκουν κατὰ τὸν χρόνον τῆς καταδίκης των.: [322, 774, 597, 895]
subheadline-htta: ΝΕΑ ΗΤΤΑ ΤΩΝ ΑΓΓΛΩΝ: [638, 188, 863, 209]
article-text: — Ἀναχωροῦσιν ἐκ Πειραιῶς διὰ Κωνσταντινούπολιν καὶ Σμύρνην τὴν Τρίτην καὶ Πέμπτην, ὁ ἐπίσκοπος κ. Λαζάρης, ὁ κ. Κ. Τσιτσικλάκης καὶ ἄλλοι, μετὰ τῶν μεγάλων προσώπων τῆς Ἀθηνῶν Καταστημάτων Λυδάρη.: [1186, 1240, 1578, 1301]
correspondent-line: (Τοῦ ἀνταποκριτοῦ): [103, 511, 235, 527]
article-text: — Ὁ κ. Φιλαρετίδης, εἰς τῶν δικηγόρων τῆς πόλεως ἡμῶν καὶ ὁ κ. Ἀλεξανδρίδης ἀπῆλθον εἰς Παρισίους πρὸς ἐπίσκεψιν τῆς Παγκοσμίου Ἐκθέσεως, ὅπου θὰ διαμείνωσι ἐπὶ ἕνα μῆνα περίπου.: [1186, 1008, 1578, 1069]
column-5: [1186, 270, 1578, 2289]
news-item-text: τηλεγράφημα ἐκ Λευκάδος ἡ ἀστυνομία ἐξέδωκεν ὡς ὑπόπτους διὰ τὸν φόνον τοῦ ἐκ τοῦ χωρίου Καρυᾶς Γεωρ. Τρικκαλινοῦ τὸν Ν. Κολλυβᾶν, τὴν σύζυγον αὐτοῦ Εὐγενίαν καὶ τὴν θυγατέρα του Κωνσταντίνην, μεθ᾽ ἧς ὁ φονευθεὶς διετέλει εἰς σχέσεις. Ἐπίσης συνελήφθησαν τὰ ἀδέλφια τοῦ φονευθέντος, ὅπως ἀνακριθῶσιν ἐπὶ τοῦ γεγονότος τούτου.: [32, 1690, 306, 1841]
news-item-heading: Χθὲς ἐν Φαλήρῳ: [156, 1103, 306, 1123]
ad-owners: Ν. ΑΣΗΜΑΚΟΠΟΥΛΟΥ & Π. ΑΤΜΠΕΡΟΠΟΥΛΟΥ: [1030, 125, 1458, 145]
masthead-rule: [30, 28, 1569, 31]
article-text: Κατὰ τὰς ἐξετάσεις τῆς κ. Σκιαρρέτη ἠρίστευσεν ἡ εὐφυεστάτη θυγάτηρ τοῦ ἰατροῦ κ. Ἰωάννου Ἀπειλῆ.: [1186, 929, 1578, 960]
divider: [1186, 1505, 1578, 1506]
headline-poikila: ΠΟΙΚΙΛΑ ΝΕΑ: [41, 1052, 297, 1104]
subheadline: ΤΑ ΜΕΤΡΑ ΤΗΣ ΤΟΥΡΚΙΑΣ. — ΠΡΟΘΕΣΜΙΑ ΠΡΟΣ ΕΠΑΝΟΔΟΝ: [920, 1469, 1156, 1499]
column-2: [322, 34, 597, 2289]
column-1: [32, 34, 306, 2289]
article-text: Καὶ τὰ λοιπὰ πρόσωπα τοῦ θιάσου ὡς αἱ κυρίαι Μότση καὶ Τεντολίνη καὶ οἱ κ. κ. Βεκιαρέλης καὶ Βλαχόπουλος ἔπαιξαν ἄριστα.: [322, 544, 597, 604]
news-item-heading: Κατὰ: [256, 1670, 306, 1690]
divider: [1186, 369, 1578, 370]
headline-apoleiai: ΑΙ ΑΠΩΛΕΙΑΙ ΤΗΣ ΜΑΧΗΣ ΤΟΥ ΤΙΕΝ-ΤΣΙΝ: [1200, 375, 1564, 425]
ad-brand: Η „ΗΩΣ“: [1082, 69, 1405, 124]
masthead: [0, 0, 1599, 28]
article-text: — Ἐπανῆλθεν ἐκ Παρισίων ὁ γνωστὸς συμπολίτης ἡμῶν κ. Γ. Φιλαρετόπουλος, ὅστις παρέμεινεν ἐκεῖ ἐπὶ μακρὸν πρὸς ἐπίσκεψιν τῆς Ἐκθέσεως.: [1186, 961, 1578, 1007]
cable-credit: (Ἰδιαίτερον τηλεγράφημα τοῦ «Ἐμπρὸς»): [1246, 446, 1518, 462]
news-item-heading: Ὁ Βασιλεὺς: [198, 1409, 306, 1429]
article-text: Ἡ Ἰουρκικὴ Κυβέρνησις, κατόπιν τῶν γενομένων εἰς αὐτὴν διαβημάτων ὑπὸ τῶν πρεσβευτῶν τῆς Ἀγγλίας, Ρωσίας, Ἰταλίας καὶ Ἀμερικῆς, ἠλάττωσεν εἰς τὸ ἥμισυ τὸ καταβαλλόμενον διὰ τὰ ἀποδεικτικὰ ποσόν.: [904, 501, 1172, 607]
subheadline-praitoria: Η ΠΡΑΙΤΟΡΙΑ ΕΚΚΕΝΩΘΗ — ΕΠΙΚΕΙΤΑΙ ΑΛΛΗ ΜΑΧΗ: [644, 212, 857, 243]
column-3: [612, 34, 889, 2289]
article-text: Ἰδιαιτέρως ὅμως κατέδειξαν τοὺς ἀκροατὰς αἱ ἐξετάσεις τοῦ ἐνταῦθα ὀρφανοτροφείου καθ᾽ ἃς αἱ μικραὶ τροφίμοι ἐπέδειξαν ἐπίδοσιν ἐξαιρετικήν, αἵτινες δ᾽ ἐπέδειξαν τὰς ἐργασίας αὐτῶν ὑπὸ τὴν διεύθυνσιν τῆς κ. Ἰω. Κεραμοπούλου, καθὼς καὶ αἱ ἐξετάσεις τοῦ ἐν τῇ πόλει μας Παρθεναγωγείου, ὅπου ἐπῃνέθησαν ἡ διευθύντρια κυρία Λυδία Δεληγιάννη καὶ αἱ διδασκάλισσαι ὑπὸ γονέων καὶ ἐπισήμων, κατὰ τῶν ὁποίων ἐπιδείχθη ἀρίστη ἡ ἐπίδοσις τῶν κορασίδων.: [32, 848, 306, 1044]
